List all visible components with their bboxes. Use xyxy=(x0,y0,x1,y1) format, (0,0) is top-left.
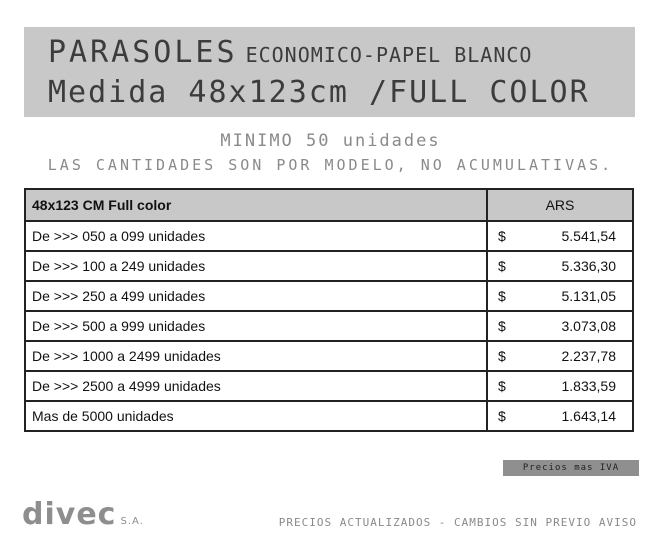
quantity-range: De >>> 050 a 099 unidades xyxy=(25,221,487,251)
table-row xyxy=(25,401,633,431)
quantities-note: LAS CANTIDADES SON POR MODELO, NO ACUMULATIVAS. xyxy=(47,156,614,174)
table-row xyxy=(25,221,633,251)
currency-symbol: $ xyxy=(498,228,506,244)
company-logo xyxy=(22,497,144,532)
price-cell xyxy=(487,311,633,341)
quantity-range: De >>> 500 a 999 unidades xyxy=(25,311,487,341)
quantity-range: De >>> 250 a 499 unidades xyxy=(25,281,487,311)
banner-subtitle: ECONOMICO-PAPEL BLANCO xyxy=(245,43,533,67)
header-currency: ARS xyxy=(487,189,633,221)
banner-title: PARASOLES xyxy=(48,35,238,70)
price-cell xyxy=(487,281,633,311)
price-value: 3.073,08 xyxy=(561,318,616,334)
price-value: 2.237,78 xyxy=(561,348,616,364)
price-table xyxy=(24,188,634,432)
title-banner xyxy=(24,27,635,117)
price-cell xyxy=(487,221,633,251)
currency-symbol: $ xyxy=(498,258,506,274)
footer-note: PRECIOS ACTUALIZADOS - CAMBIOS SIN PREVIO AVISO xyxy=(278,516,637,529)
currency-symbol: $ xyxy=(498,348,506,364)
header-label: 48x123 CM Full color xyxy=(25,189,487,221)
quantity-range: Mas de 5000 unidades xyxy=(25,401,487,431)
table-header-row xyxy=(25,189,633,221)
minimum-note: MINIMO 50 unidades xyxy=(220,131,441,151)
quantity-range: De >>> 2500 a 4999 unidades xyxy=(25,371,487,401)
price-cell xyxy=(487,371,633,401)
currency-symbol: $ xyxy=(498,378,506,394)
currency-symbol: $ xyxy=(498,408,506,424)
banner-line-1 xyxy=(48,35,532,70)
price-cell xyxy=(487,251,633,281)
currency-symbol: $ xyxy=(498,318,506,334)
banner-measure: Medida 48x123cm /FULL COLOR xyxy=(48,75,590,110)
logo-suffix: S.A. xyxy=(120,516,144,527)
logo-name: divec xyxy=(22,497,117,532)
iva-note: Precios mas IVA xyxy=(503,460,639,476)
table-row xyxy=(25,251,633,281)
price-value: 1.643,14 xyxy=(561,408,616,424)
table-row xyxy=(25,311,633,341)
currency-symbol: $ xyxy=(498,288,506,304)
quantity-range: De >>> 100 a 249 unidades xyxy=(25,251,487,281)
price-value: 5.541,54 xyxy=(561,228,616,244)
price-cell xyxy=(487,341,633,371)
table-row xyxy=(25,371,633,401)
price-cell xyxy=(487,401,633,431)
price-value: 1.833,59 xyxy=(561,378,616,394)
price-value: 5.131,05 xyxy=(561,288,616,304)
price-value: 5.336,30 xyxy=(561,258,616,274)
table-row xyxy=(25,341,633,371)
quantity-range: De >>> 1000 a 2499 unidades xyxy=(25,341,487,371)
table-row xyxy=(25,281,633,311)
